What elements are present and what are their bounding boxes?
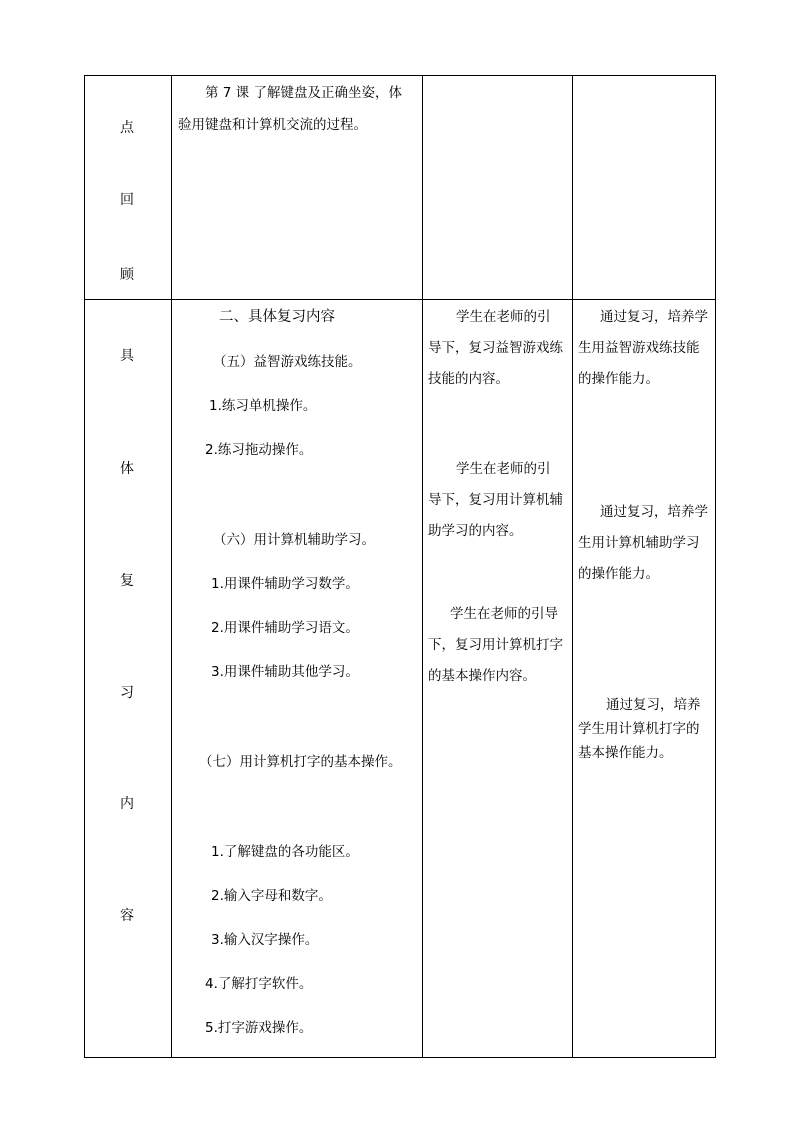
table-border-left — [84, 75, 85, 1058]
review-text-line: 验用键盘和计算机交流的过程。 — [178, 117, 367, 133]
row-label-char: 体 — [120, 461, 134, 477]
list-item: 2.用课件辅助学习语文。 — [211, 620, 359, 636]
section-title: （五）益智游戏练技能。 — [213, 354, 362, 370]
intent-text-line: 基本操作能力。 — [578, 745, 673, 761]
row-label-char: 点 — [120, 120, 134, 136]
activity-text-line: 的基本操作内容。 — [428, 668, 536, 684]
activity-text-line: 下，复习用计算机打字 — [428, 637, 563, 653]
intent-text-line: 生用益智游戏练技能 — [578, 340, 700, 356]
row-label-char: 具 — [120, 348, 134, 364]
intent-text-line: 的操作能力。 — [578, 371, 659, 387]
column-divider — [572, 75, 573, 1058]
row-label-char: 复 — [120, 573, 134, 589]
row-label-char: 习 — [120, 685, 134, 701]
column-divider — [171, 75, 172, 1058]
activity-text-line: 学生在老师的引 — [456, 309, 551, 325]
review-text-line: 第 7 课 了解键盘及正确坐姿，体 — [205, 85, 402, 101]
row-label-char: 容 — [120, 908, 134, 924]
intent-text-line: 通过复习，培养学 — [600, 504, 708, 520]
activity-text-line: 导下，复习用计算机辅 — [428, 492, 563, 508]
row-label-char: 内 — [120, 796, 134, 812]
list-item: 5.打字游戏操作。 — [205, 1020, 313, 1036]
list-item: 2.输入字母和数字。 — [211, 888, 332, 904]
intent-text-line: 通过复习，培养 — [606, 697, 701, 713]
list-item: 3.用课件辅助其他学习。 — [211, 664, 359, 680]
list-item: 3.输入汉字操作。 — [211, 932, 319, 948]
list-item: 2.练习拖动操作。 — [205, 442, 313, 458]
table-border-bottom — [84, 1057, 716, 1058]
table-border-right — [715, 75, 716, 1058]
table-border-top — [84, 75, 716, 76]
row-divider — [84, 299, 716, 300]
section-title: （六）用计算机辅助学习。 — [213, 532, 375, 548]
activity-text-line: 学生在老师的引导 — [450, 606, 558, 622]
review-table — [84, 75, 716, 1058]
intent-text-line: 通过复习，培养学 — [600, 309, 708, 325]
section-title: （七）用计算机打字的基本操作。 — [199, 754, 402, 770]
activity-text-line: 助学习的内容。 — [428, 523, 523, 539]
section-heading: 二、具体复习内容 — [219, 309, 335, 325]
list-item: 1.用课件辅助学习数学。 — [211, 576, 359, 592]
column-divider — [422, 75, 423, 1058]
activity-text-line: 导下，复习益智游戏练 — [428, 340, 563, 356]
intent-text-line: 学生用计算机打字的 — [578, 721, 700, 737]
row-label-char: 顾 — [120, 267, 134, 283]
list-item: 1.了解键盘的各功能区。 — [211, 844, 359, 860]
intent-text-line: 生用计算机辅助学习 — [578, 535, 700, 551]
row-label-char: 回 — [120, 192, 134, 208]
list-item: 1.练习单机操作。 — [209, 398, 317, 414]
intent-text-line: 的操作能力。 — [578, 566, 659, 582]
list-item: 4.了解打字软件。 — [205, 976, 313, 992]
activity-text-line: 技能的内容。 — [428, 371, 509, 387]
activity-text-line: 学生在老师的引 — [456, 461, 551, 477]
